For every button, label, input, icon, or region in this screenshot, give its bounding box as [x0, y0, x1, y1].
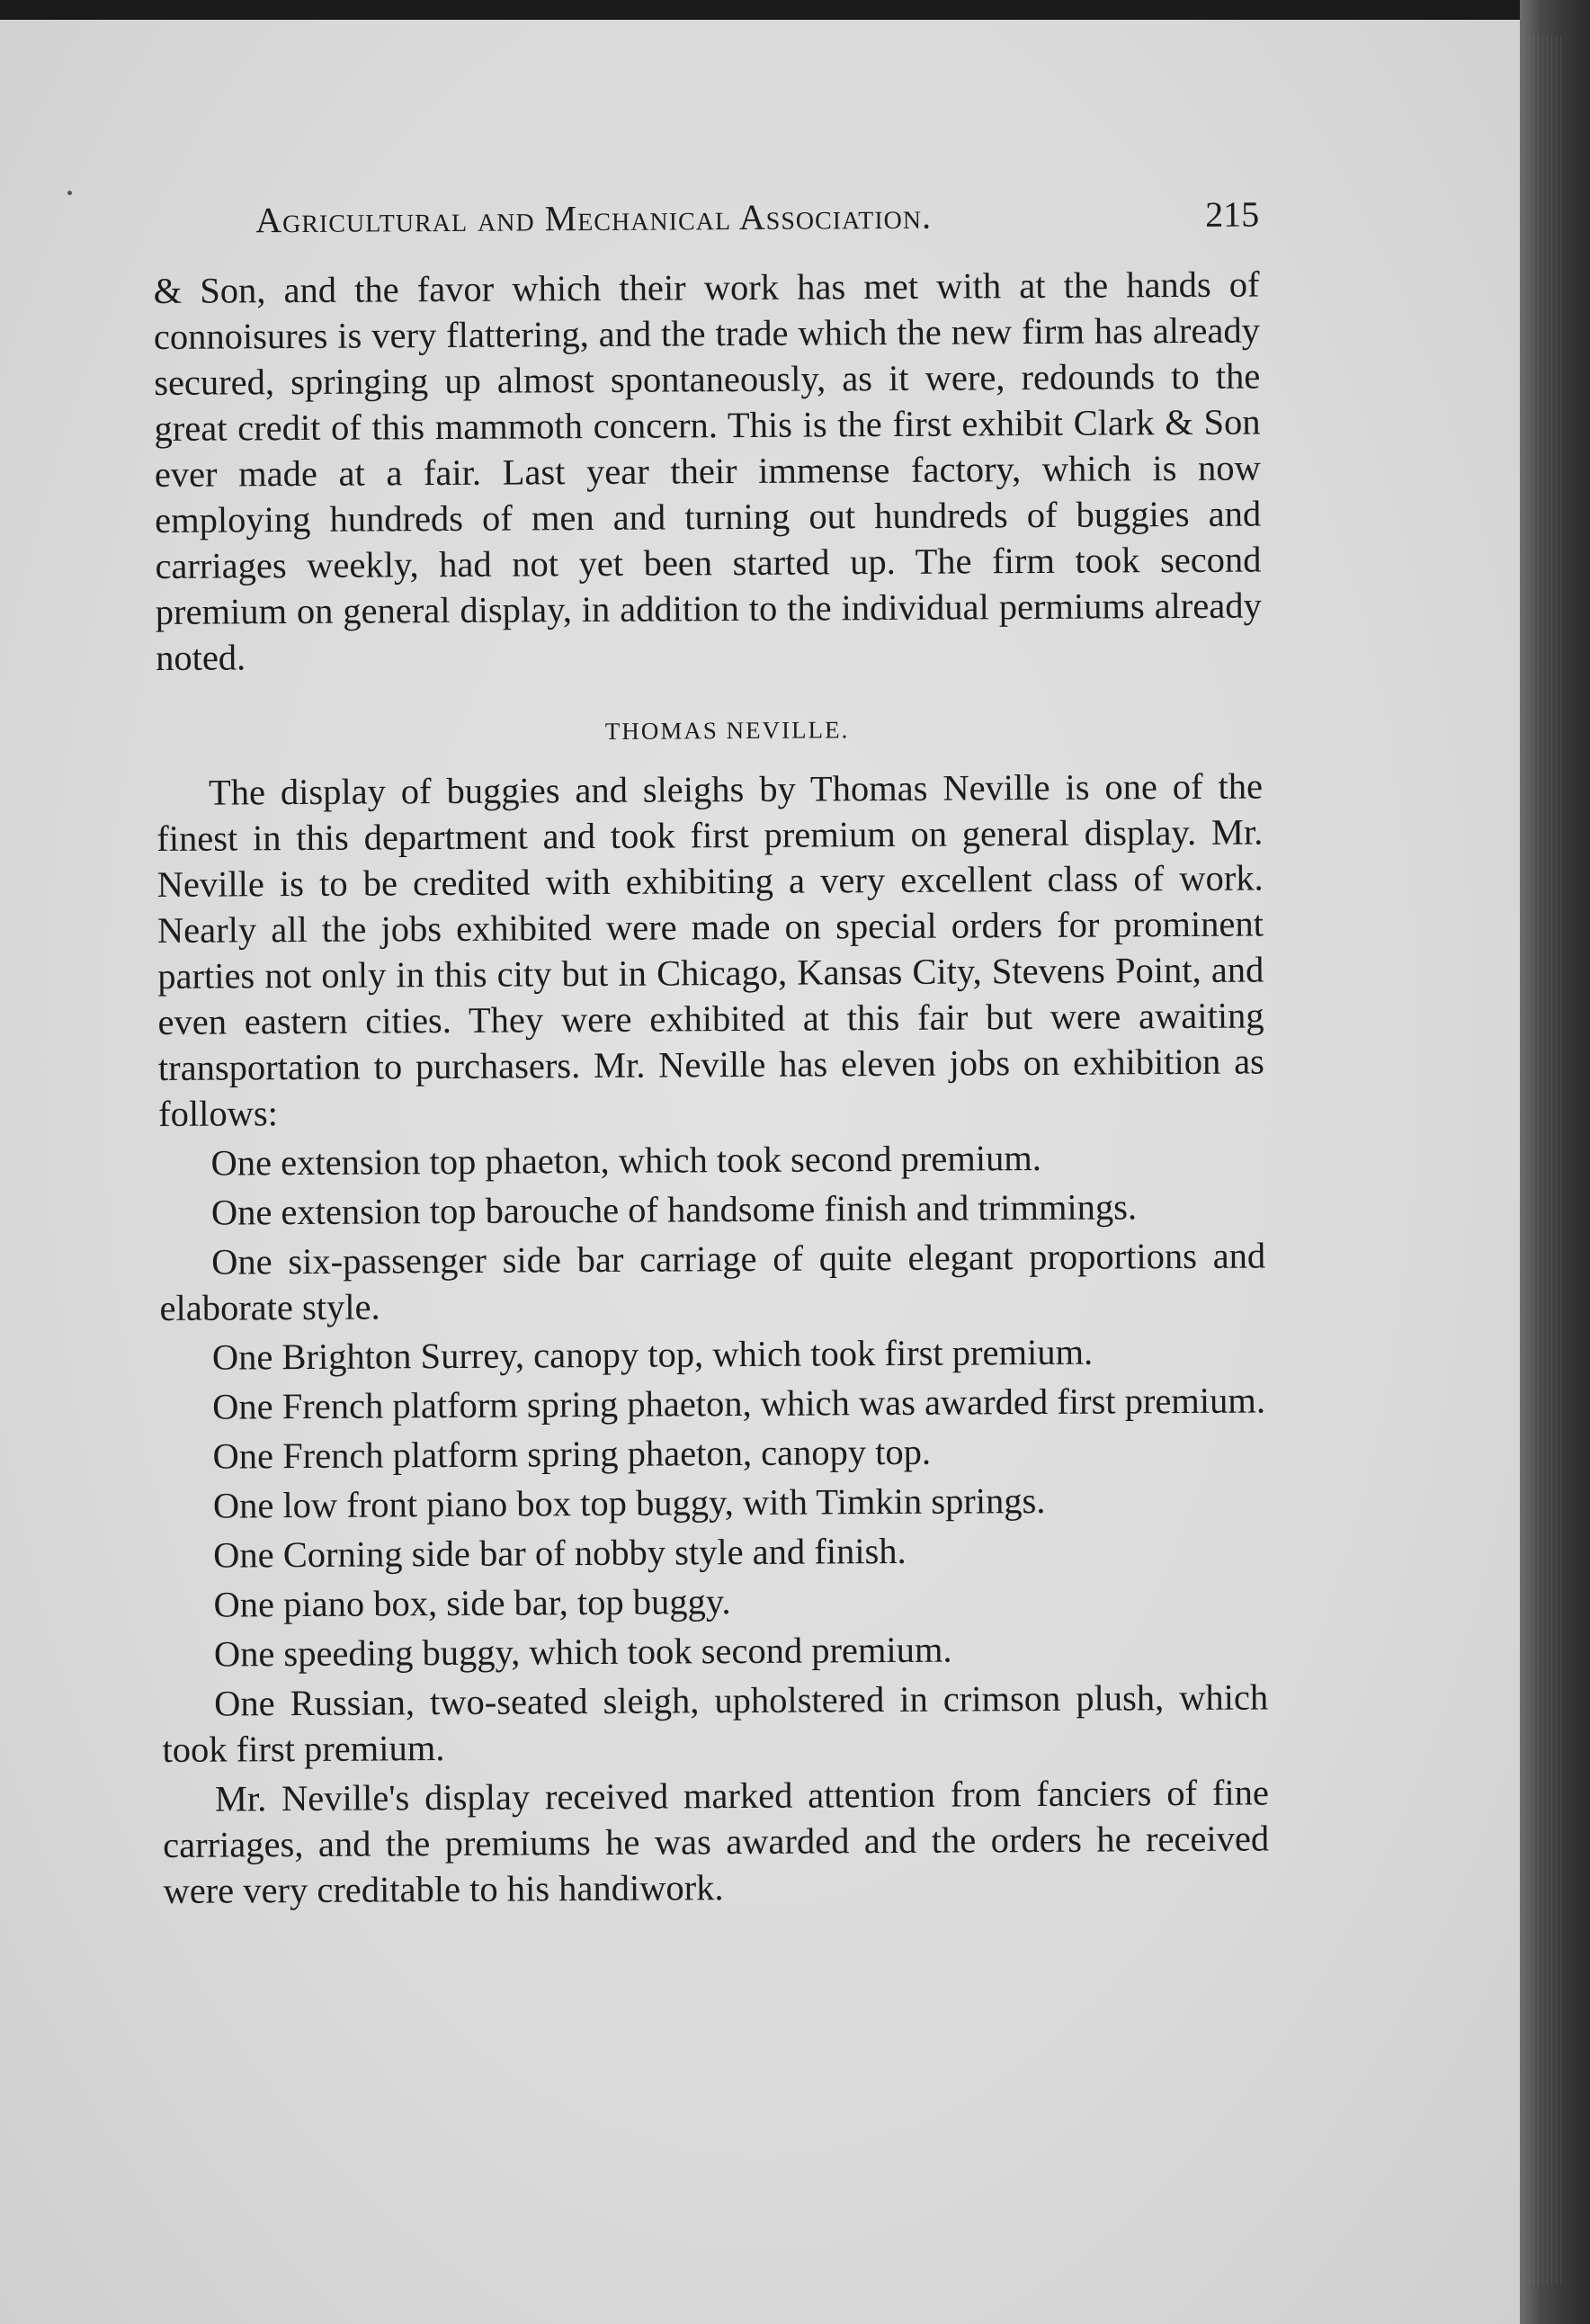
list-item: One Corning side bar of nobby style and finish.	[213, 1530, 907, 1576]
page-number: 215	[1204, 193, 1260, 235]
list-item: One Brighton Surrey, canopy top, which took first premium.	[211, 1331, 1094, 1378]
list-item: One six-passenger side bar carriage of quite elegant proportions and elaborate style.	[159, 1235, 1266, 1328]
list-item: One extension top phaeton, which took second premium.	[210, 1137, 1042, 1184]
paper-speck	[67, 191, 72, 195]
list-item: One French platform spring phaeton, which was awarded first premium.	[212, 1380, 1266, 1427]
list-item: One French platform spring phaeton, canopy top.	[212, 1431, 932, 1477]
list-item: One extension top barouche of handsome finish and trimmings.	[210, 1186, 1138, 1233]
page-edge-stripes	[1529, 36, 1565, 2284]
running-head-title: Agricultural and Mechanical Association.	[255, 195, 933, 241]
page-text-block	[153, 192, 1270, 1913]
paragraph-opening: & Son, and the favor which their work has met with at the hands of connoisures is very flattering, and the trade which the new firm has already secured, springing up almost spontaneously, as it were, redounds to the great credit of this mammoth concern. This is the first exhibit Clark & Son ever made at a fair. Last year their immense factory, which is now employing hundreds of men and turning out hundreds of buggies and carriages weekly, had not yet been started up. The firm took second premium on general display, in addition to the individual permiums already noted.	[153, 264, 1262, 678]
paragraph-closing: Mr. Neville's display received marked attention from fanciers of fine carriages, and the premiums he was awarded and the orders he received were very creditable to his handiwork.	[163, 1772, 1270, 1911]
list-item: One piano box, side bar, top buggy.	[213, 1581, 731, 1625]
section-heading: THOMAS NEVILLE.	[604, 716, 850, 745]
list-item: One Russian, two-seated sleigh, upholstered in crimson plush, which took first premium.	[162, 1676, 1269, 1770]
list-item: One speeding buggy, which took second premium.	[213, 1629, 952, 1675]
running-head	[153, 192, 1259, 264]
list-item: One low front piano box top buggy, with Timkin springs.	[212, 1479, 1046, 1526]
paragraph-neville-intro: The display of buggies and sleighs by Thomas Neville is one of the finest in this department and took first premium on general display. Mr. Neville is to be credited with exhibiting a very excellent class of work. Nearly all the jobs exhibited were made on special orders for prominent parties not only in this city but in Chicago, Kansas City, Stevens Point, and even eastern cities. They were exhibited at this fair but were awaiting transportation to purchasers. Mr. Neville has eleven jobs on exhibition as follows:	[156, 765, 1265, 1134]
